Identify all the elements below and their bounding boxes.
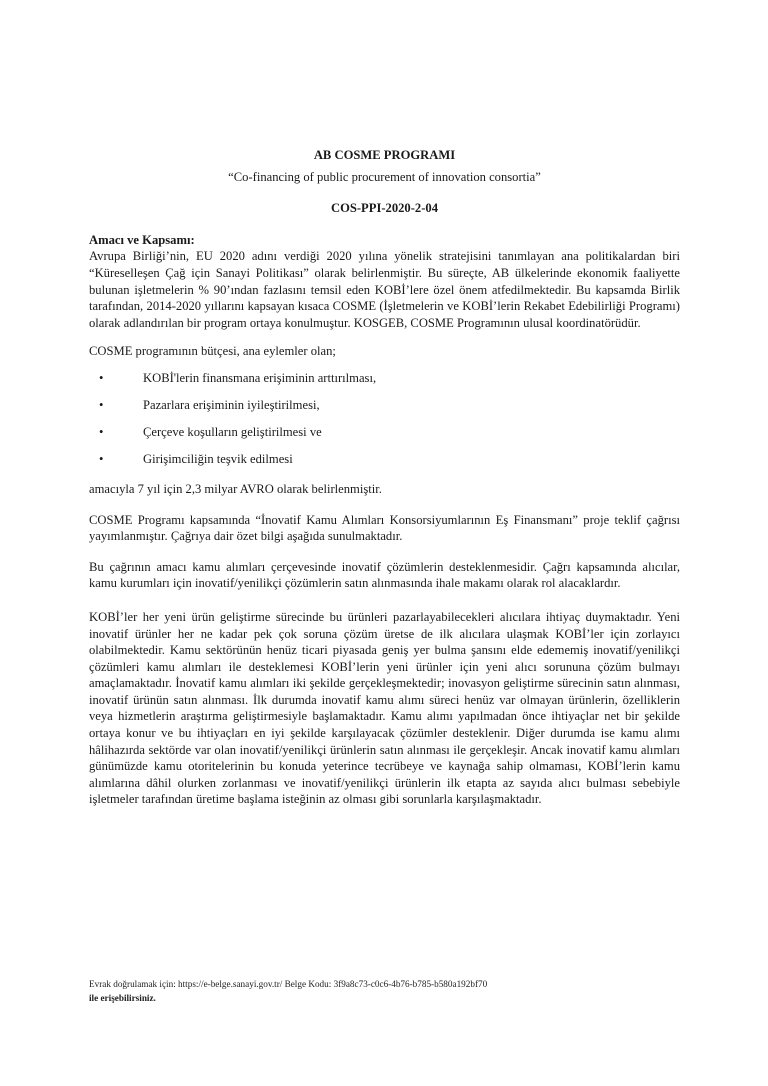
- bullet-icon: •: [99, 424, 104, 439]
- list-item-text: KOBİ'lerin finansmana erişiminin arttırılması,: [143, 370, 377, 385]
- verification-footer: [89, 977, 487, 1005]
- list-item-text: Girişimciliğin teşvik edilmesi: [143, 451, 293, 466]
- accessible-text: ile erişebilirsiniz.: [89, 993, 156, 1003]
- aim-paragraph: Bu çağrının amacı kamu alımları çerçevesinde inovatif çözümlerin desteklenmesidir. Çağrı kapsamında alıcılar, kamu kurumları için inovatif/yenilikçi çözümlerin satın alınmasında ihale makamı olarak rol alacaklardır.: [89, 559, 680, 591]
- budget-after: amacıyla 7 yıl için 2,3 milyar AVRO olarak belirlenmiştir.: [89, 481, 382, 496]
- bullet-icon: •: [99, 451, 104, 466]
- list-item: [89, 451, 680, 478]
- call-code: COS-PPI-2020-2-04: [330, 201, 439, 216]
- document-title: AB COSME PROGRAMI: [313, 148, 456, 162]
- action-list: [89, 370, 680, 478]
- section-heading: Amacı ve Kapsamı:: [89, 232, 195, 247]
- bullet-icon: •: [99, 370, 104, 385]
- bullet-icon: •: [99, 397, 104, 412]
- list-item: [89, 397, 680, 424]
- list-item: [89, 370, 680, 397]
- call-paragraph: COSME Programı kapsamında “İnovatif Kamu Alımları Konsorsiyumlarının Eş Finansmanı” proje teklif çağrısı yayımlanmıştır. Çağrıya dair özet bilgi aşağıda sunulmaktadır.: [89, 512, 680, 544]
- sme-paragraph: KOBİ’ler her yeni ürün geliştirme sürecinde bu ürünleri pazarlayabilecekleri alıcılara ihtiyaç duymaktadır. Yeni inovatif ürünler her ne kadar pek çok soruna çözüm üretse de ilk alıcılara ulaşmak KOBİ’ler için zorlayıcı olabilmektedir. Kamu sektörünün henüz ticari piyasada geniş yer bulma şansını elde edememiş inovatif/yenilikçi çözümleri kamu alımları ile desteklemesi KOBİ’lerin yeni ürünler için yeni alıcı sorununa çözüm bulmayı amaçlamaktadır. İnovatif kamu alımları iki şekilde gerçekleşmektedir; inovasyon geliştirme sürecinin satın alınması, inovatif ürünün satın alınması. İlk durumda inovatif kamu alımı süreci henüz var olmayan ürünlerin, özelliklerin veya hizmetlerin araştırma geliştirmesiyle başlamaktadır. Kamu alımı yapılmadan önce ihtiyaçlar net bir şekilde ortaya konur ve bu ihtiyaçları en iyi şekilde karşılayacak çözümler desteklenir. Diğer durumda ise kamu alımı hâlihazırda sektörde var olan inovatif/yenilikçi ürünlerin satın alınması ile gerçekleşir. Ancak inovatif kamu alımları günümüzde kamu otoritelerinin bu konuda yeterince tecrübeye ve kaynağa sahip olmaması, KOBİ’lerin kamu alımlarına dâhil olurken zorlanması ve inovatif/yenilikçi ürünlerin ilk etapta az sayıda alıcı bulması sebebiyle işletmeler tarafından üretime başlama isteğinin az olması gibi sorunlarla karşılaşmaktadır.: [89, 609, 680, 807]
- document-body: [89, 147, 680, 808]
- list-item-text: Pazarlara erişiminin iyileştirilmesi,: [143, 397, 320, 412]
- verification-text: Evrak doğrulamak için: https://e-belge.sanayi.gov.tr/ Belge Kodu: 3f9a8c73-c0c6-4b76-b785-b580a192bf70: [89, 979, 488, 989]
- intro-paragraph: Avrupa Birliği’nin, EU 2020 adını verdiği 2020 yılına yönelik stratejisini tanımlayan ana politikalardan biri “Küreselleşen Çağ için Sanayi Politikası” olarak belirlenmiştir. Bu süreçte, AB ülkelerinde ekonomik faaliyette bulunan işletmelerin % 90’ından fazlasını temsil eden KOBİ’lere özel önem atfedilmektedir. Bu kapsamda Birlik tarafından, 2014-2020 yıllarını kapsayan kısaca COSME (İşletmelerin ve KOBİ’lerin Rekabet Edebilirliği Programı) olarak adlandırılan bir program ortaya konulmuştur. KOSGEB, COSME Programının ulusal koordinatörüdür.: [89, 249, 680, 330]
- document-subtitle: “Co-financing of public procurement of innovation consortia”: [228, 169, 541, 184]
- list-item: [89, 424, 680, 451]
- list-item-text: Çerçeve koşulların geliştirilmesi ve: [143, 424, 322, 439]
- budget-intro: COSME programının bütçesi, ana eylemler olan;: [89, 344, 336, 359]
